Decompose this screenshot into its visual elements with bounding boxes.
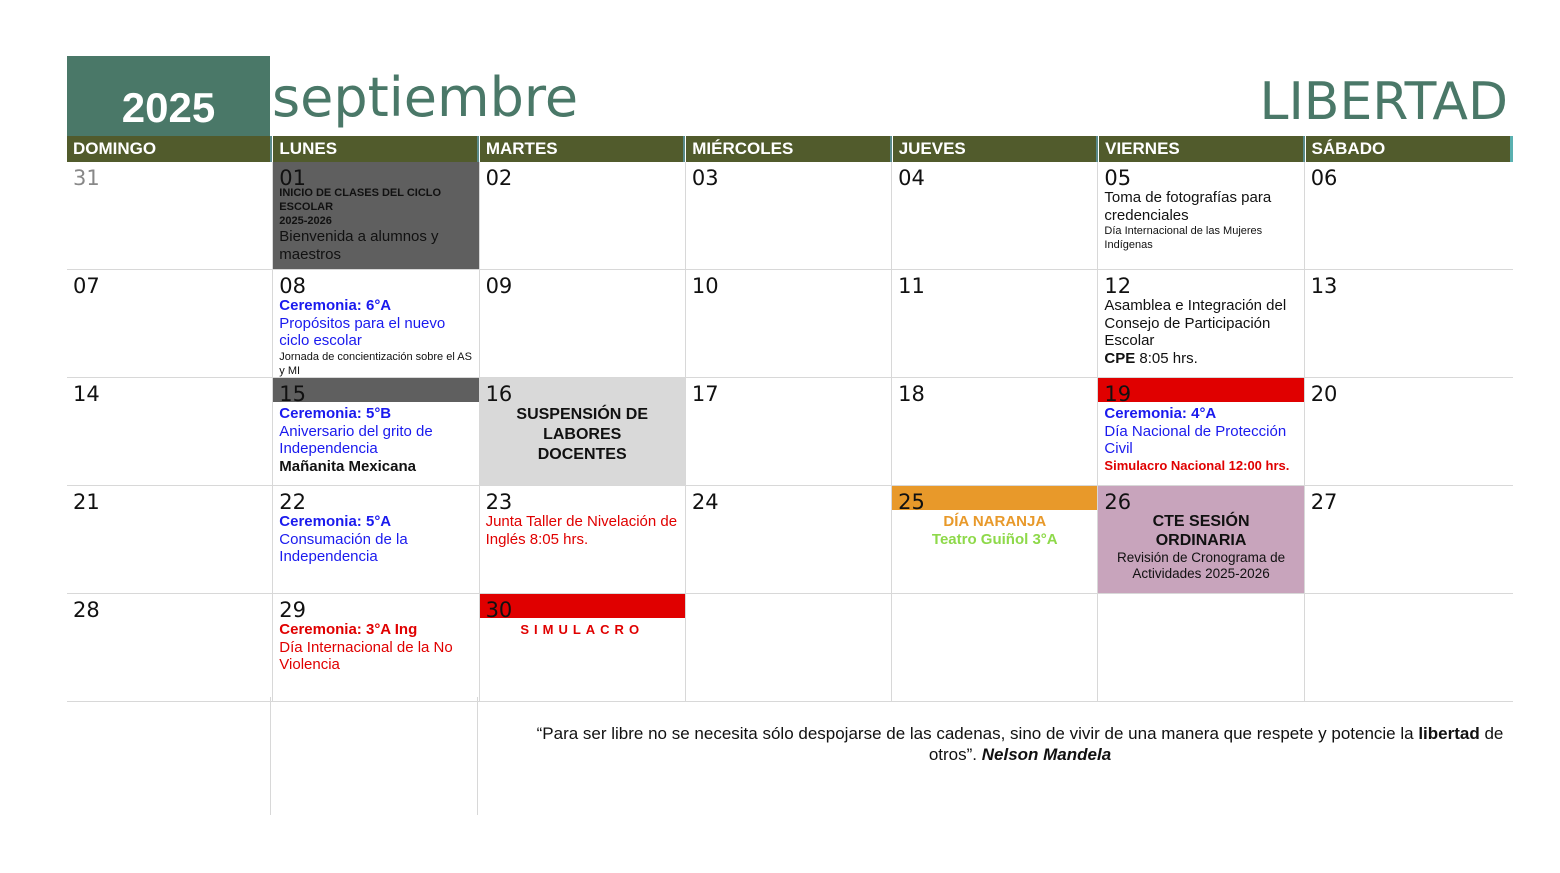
event-time: 8:05 hrs. <box>1135 349 1198 367</box>
day-number: 25 <box>898 490 925 514</box>
day-number: 27 <box>1310 490 1338 514</box>
event-desc: Toma de fotografías para credenciales <box>1104 189 1272 224</box>
empty-cell <box>892 594 1098 701</box>
day-cell-06 <box>1305 162 1513 269</box>
week-row <box>67 486 1513 594</box>
event-desc: Teatro Guiñol 3°A <box>931 530 1058 548</box>
event-desc: Bienvenida a alumnos y maestros <box>279 228 439 263</box>
day-number: 28 <box>73 598 100 622</box>
empty-cell <box>1098 594 1304 701</box>
day-cell-03 <box>686 162 892 269</box>
day-cell-10 <box>686 270 892 377</box>
event-title: Ceremonia: 4°A <box>1104 405 1217 422</box>
event-desc: Aniversario del grito de Independencia <box>279 422 433 457</box>
day-number: 18 <box>898 382 925 406</box>
day-cell-19 <box>1098 378 1304 485</box>
event-note: Simulacro Nacional 12:00 hrs. <box>1104 457 1290 473</box>
event-title: Ceremonia: 5°B <box>279 405 392 422</box>
day-number: 15 <box>279 382 307 406</box>
theme-title: LIBERTAD <box>1259 72 1508 132</box>
day-cell-09 <box>480 270 686 377</box>
day-number: 14 <box>73 382 100 406</box>
day-cell-05 <box>1098 162 1304 269</box>
quote-emphasis: libertad <box>1418 724 1480 743</box>
weekday-thursday: JUEVES <box>893 136 1098 162</box>
day-cell-28 <box>67 594 273 701</box>
divider <box>477 697 478 815</box>
day-cell-31 <box>67 162 273 269</box>
event-text <box>279 297 474 377</box>
day-number: 04 <box>898 166 925 190</box>
day-cell-17 <box>686 378 892 485</box>
event-title: Ceremonia: 6°A <box>279 297 392 314</box>
day-number: 07 <box>73 274 100 298</box>
day-number: 10 <box>691 274 719 298</box>
event-subtitle: 2025-2026 <box>279 215 332 227</box>
event-text <box>1104 189 1299 252</box>
event-desc: Día Internacional de la No Violencia <box>279 638 453 673</box>
event-desc: Día Nacional de Protección Civil <box>1104 422 1287 457</box>
quote-author: Nelson Mandela <box>981 745 1112 764</box>
day-cell-22 <box>273 486 479 593</box>
day-number: 12 <box>1104 274 1132 298</box>
event-tag: CPE <box>1104 349 1136 367</box>
day-number: 06 <box>1310 166 1338 190</box>
empty-cell <box>686 594 892 701</box>
day-number: 05 <box>1104 166 1132 190</box>
day-cell-14 <box>67 378 273 485</box>
day-number: 29 <box>279 598 307 622</box>
event-text <box>1098 512 1303 582</box>
day-number: 31 <box>73 166 100 190</box>
event-note: Día Internacional de las Mujeres Indígenas <box>1104 225 1263 251</box>
day-number: 22 <box>279 490 307 514</box>
quote-text-end: de otros”. <box>928 724 1504 764</box>
event-title: SIMULACRO <box>520 622 645 637</box>
event-text <box>279 513 474 566</box>
event-note: Jornada de concientización sobre el AS y MI <box>279 350 472 377</box>
week-row <box>67 270 1513 378</box>
event-desc: Consumación de la Independencia <box>279 530 408 565</box>
day-cell-18 <box>892 378 1098 485</box>
day-cell-23 <box>480 486 686 593</box>
day-cell-24 <box>686 486 892 593</box>
day-cell-01 <box>273 162 479 269</box>
day-cell-27 <box>1305 486 1513 593</box>
quote <box>520 723 1520 765</box>
weekday-monday: LUNES <box>273 136 478 162</box>
day-number: 17 <box>691 382 719 406</box>
day-cell-07 <box>67 270 273 377</box>
event-title: SUSPENSIÓN DE LABORES DOCENTES <box>516 406 648 463</box>
event-text <box>1104 297 1299 367</box>
day-cell-20 <box>1305 378 1513 485</box>
day-number: 16 <box>485 382 513 406</box>
event-text <box>279 405 474 475</box>
event-desc: Junta Taller de Nivelación de Inglés 8:05 hrs. <box>485 513 678 548</box>
day-number: 09 <box>485 274 513 298</box>
day-number: 23 <box>485 490 513 514</box>
day-number: 08 <box>279 274 307 298</box>
day-cell-15 <box>273 378 479 485</box>
event-desc: Propósitos para el nuevo ciclo escolar <box>279 314 446 349</box>
weekday-sunday: DOMINGO <box>67 136 272 162</box>
week-row <box>67 378 1513 486</box>
day-cell-30 <box>480 594 686 701</box>
week-row <box>67 594 1513 702</box>
event-title: INICIO DE CLASES DEL CICLO ESCOLAR <box>279 187 442 213</box>
day-number: 26 <box>1104 490 1132 514</box>
day-cell-08 <box>273 270 479 377</box>
year-label: 2025 <box>121 84 216 131</box>
weekday-wednesday: MIÉRCOLES <box>686 136 891 162</box>
event-title: CTE SESIÓN ORDINARIA <box>1152 513 1250 549</box>
day-cell-04 <box>892 162 1098 269</box>
event-title: Ceremonia: 3°A Ing <box>279 621 418 638</box>
day-number: 03 <box>691 166 719 190</box>
weekday-header <box>67 136 1513 162</box>
week-row <box>67 162 1513 270</box>
event-title: Ceremonia: 5°A <box>279 513 392 530</box>
day-number: 13 <box>1310 274 1338 298</box>
day-number: 24 <box>691 490 719 514</box>
event-text <box>279 621 474 674</box>
day-cell-21 <box>67 486 273 593</box>
event-text <box>892 513 1097 548</box>
event-text <box>1104 405 1299 473</box>
event-desc: Asamblea e Integración del Consejo de Participación Escolar <box>1104 297 1287 349</box>
weekday-friday: VIERNES <box>1099 136 1304 162</box>
day-cell-25 <box>892 486 1098 593</box>
day-number: 20 <box>1310 382 1338 406</box>
day-cell-02 <box>480 162 686 269</box>
day-cell-11 <box>892 270 1098 377</box>
day-number: 01 <box>279 166 307 190</box>
day-cell-12 <box>1098 270 1304 377</box>
calendar-grid <box>67 162 1513 702</box>
day-number: 21 <box>73 490 100 514</box>
quote-text: “Para ser libre no se necesita sólo despojarse de las cadenas, sino de vivir de una manera que respete y potencie la <box>536 724 1419 743</box>
event-note: Mañanita Mexicana <box>279 457 416 475</box>
day-number: 02 <box>485 166 513 190</box>
month-title: septiembre <box>272 66 579 129</box>
day-cell-13 <box>1305 270 1513 377</box>
day-cell-29 <box>273 594 479 701</box>
weekday-saturday: SÁBADO <box>1306 136 1513 162</box>
day-cell-16 <box>480 378 686 485</box>
day-number: 19 <box>1104 382 1132 406</box>
event-text <box>279 186 474 263</box>
day-cell-26 <box>1098 486 1304 593</box>
divider <box>270 697 271 815</box>
event-desc: Revisión de Cronograma de Actividades 2025-2026 <box>1117 550 1286 581</box>
event-title: DÍA NARANJA <box>943 513 1047 530</box>
day-number: 11 <box>898 274 925 298</box>
weekday-tuesday: MARTES <box>480 136 685 162</box>
day-number: 30 <box>485 598 513 622</box>
empty-cell <box>1305 594 1513 701</box>
